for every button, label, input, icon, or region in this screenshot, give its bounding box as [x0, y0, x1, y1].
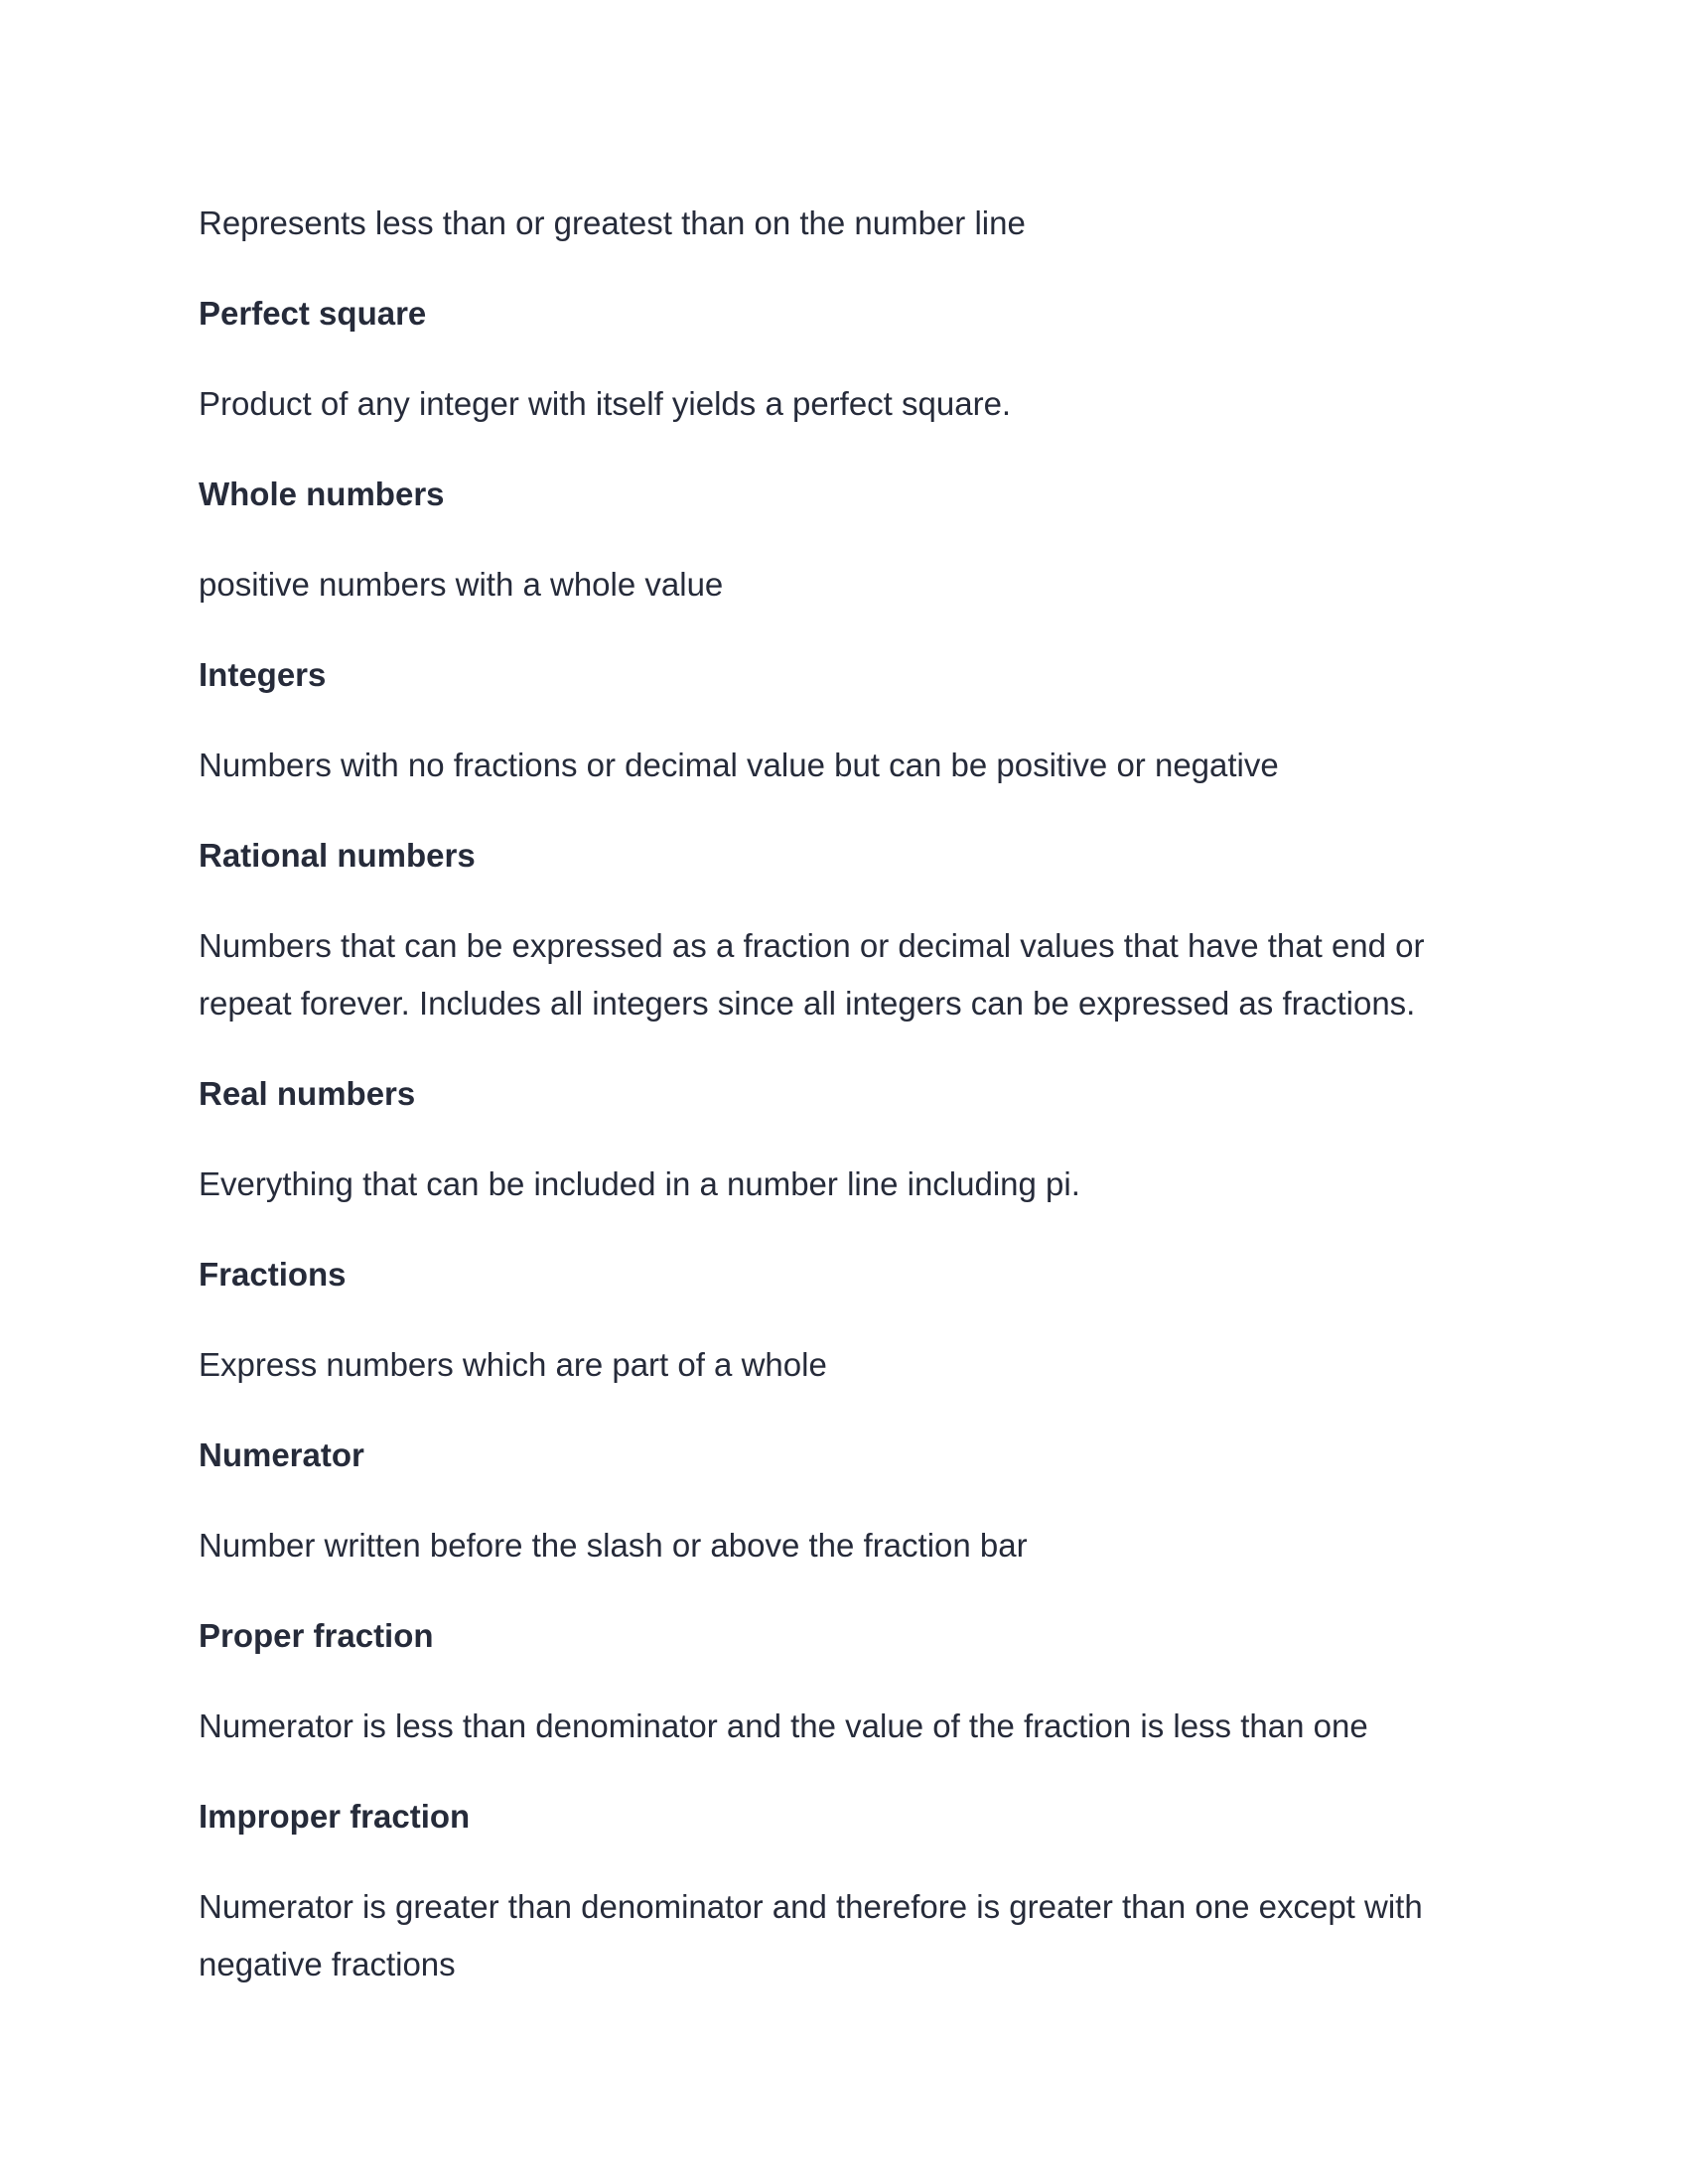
definition-line: Represents less than or greatest than on the number line: [199, 205, 1026, 241]
definition-rational-numbers: [199, 917, 1489, 1032]
term-numerator: Numerator: [199, 1436, 364, 1473]
definition-line: Express numbers which are part of a whole: [199, 1346, 827, 1383]
definition-line: negative fractions: [199, 1946, 456, 1982]
definition-line: Everything that can be included in a number line including pi.: [199, 1165, 1080, 1202]
definition-fractions: [199, 1336, 1489, 1394]
definition-line: Numerator is greater than denominator and therefore is greater than one except with: [199, 1888, 1423, 1925]
document-page: [199, 195, 1489, 2026]
definition-line: Numbers with no fractions or decimal value but can be positive or negative: [199, 747, 1279, 783]
term-fractions: Fractions: [199, 1256, 347, 1293]
term-improper-fraction: Improper fraction: [199, 1798, 471, 1835]
term-proper-fraction: Proper fraction: [199, 1617, 434, 1654]
definition-perfect-square: [199, 375, 1489, 433]
term-perfect-square: Perfect square: [199, 295, 427, 332]
definition-integers: [199, 737, 1489, 794]
definition-line: Product of any integer with itself yields a perfect square.: [199, 385, 1012, 422]
definition-line: Numerator is less than denominator and the value of the fraction is less than one: [199, 1707, 1368, 1744]
definition-line: Number written before the slash or above the fraction bar: [199, 1527, 1028, 1564]
definition-improper-fraction: [199, 1878, 1489, 1993]
definition-whole-numbers: [199, 556, 1489, 614]
term-real-numbers: Real numbers: [199, 1075, 416, 1112]
term-whole-numbers: Whole numbers: [199, 476, 445, 512]
definition-line: repeat forever. Includes all integers since all integers can be expressed as fractions.: [199, 985, 1416, 1022]
definition-line: Numbers that can be expressed as a fraction or decimal values that have that end or: [199, 927, 1425, 964]
definition-real-numbers: [199, 1156, 1489, 1213]
term-integers: Integers: [199, 656, 327, 693]
definition-numerator: [199, 1517, 1489, 1574]
intro-definition: [199, 195, 1489, 252]
definition-line: positive numbers with a whole value: [199, 566, 724, 603]
definition-proper-fraction: [199, 1698, 1489, 1755]
term-rational-numbers: Rational numbers: [199, 837, 476, 874]
